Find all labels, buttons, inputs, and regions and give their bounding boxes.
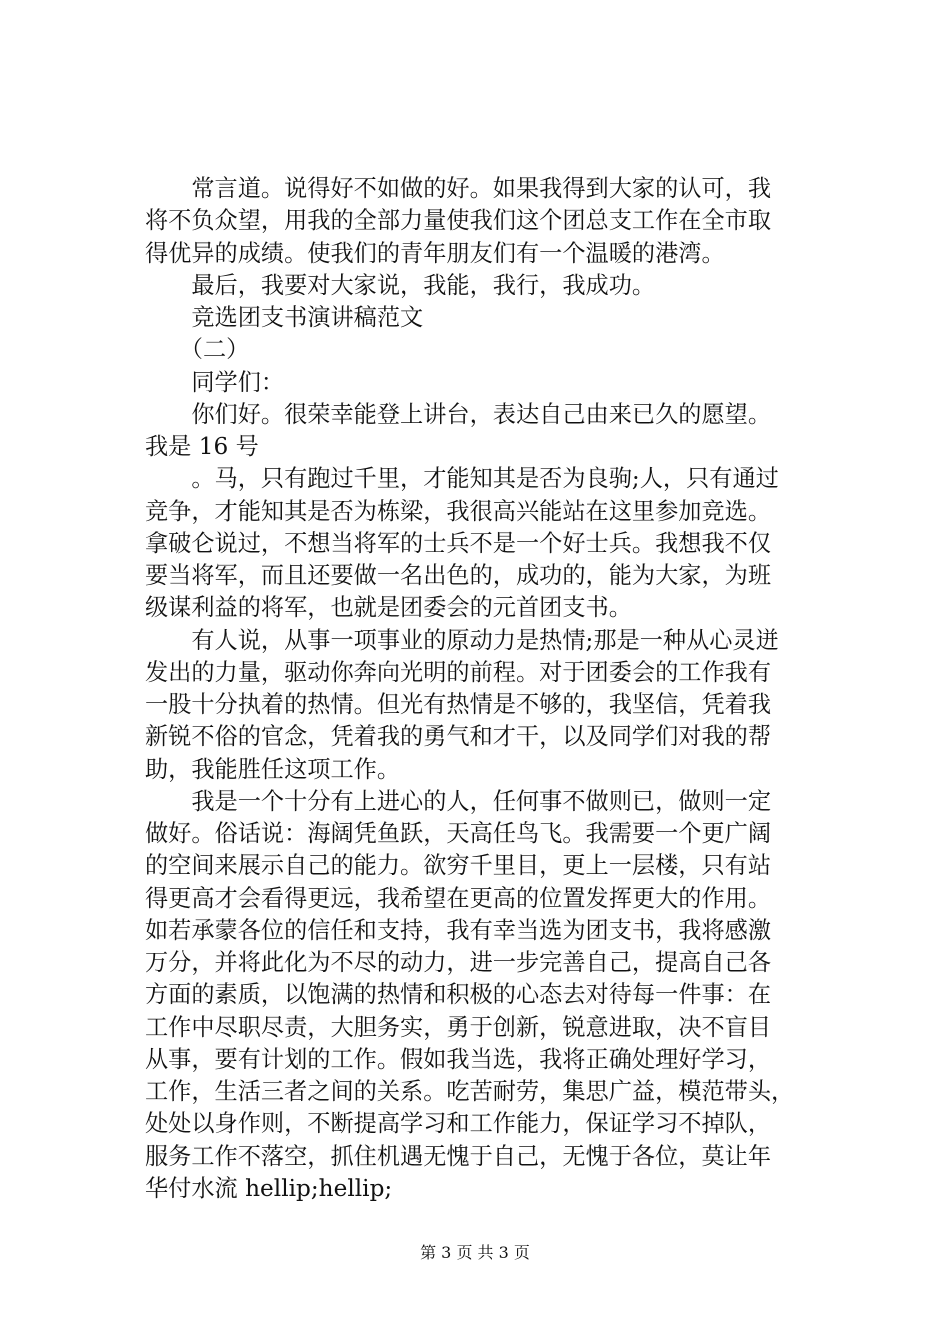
document-body: [145, 173, 845, 1205]
text-line: 得更高才会看得更远，我希望在更高的位置发挥更大的作用。: [145, 884, 772, 912]
page-number-label: 第 3 页 共 3 页: [420, 1243, 530, 1262]
text-line: 常言道。说得好不如做的好。如果我得到大家的认可，我: [145, 175, 772, 202]
text-line: 有人说，从事一项事业的原动力是热情;那是一种从心灵迸: [145, 626, 779, 654]
text-line: 华付水流 hellip;hellip;: [145, 1174, 393, 1202]
text-line: 得优异的成绩。使我们的青年朋友们有一个温暖的港湾。: [145, 239, 725, 267]
text-line: 拿破仑说过，不想当将军的士兵不是一个好士兵。我想我不仅: [145, 529, 772, 557]
text-line: 工作中尽职尽责，大胆务实，勇于创新，锐意进取，决不盲目: [145, 1013, 772, 1041]
page-footer: [0, 1243, 950, 1263]
text-line: 方面的素质，以饱满的热情和积极的心态去对待每一件事：在: [145, 981, 772, 1009]
text-line: 做好。俗话说：海阔凭鱼跃，天高任鸟飞。我需要一个更广阔: [145, 820, 772, 847]
text-line: 一股十分执着的热情。但光有热情是不够的，我坚信，凭着我: [145, 691, 772, 718]
section-number: （二）: [145, 336, 250, 364]
text-line: 的空间来展示自己的能力。欲穷千里目，更上一层楼，只有站: [145, 852, 772, 880]
section-heading: 竞选团支书演讲稿范文: [145, 304, 424, 331]
text-line: 最后，我要对大家说，我能，我行，我成功。: [145, 271, 656, 299]
text-line: 助，我能胜任这项工作。: [145, 755, 401, 783]
text-line: 要当将军，而且还要做一名出色的，成功的，能为大家，为班: [145, 562, 772, 589]
text-line: 。马，只有跑过千里，才能知其是否为良驹;人，只有通过: [145, 465, 779, 493]
text-line: 工作，生活三者之间的关系。吃苦耐劳，集思广益，模范带头，: [145, 1078, 795, 1105]
text-line: 服务工作不落空，抓住机遇无愧于自己，无愧于各位，莫让年: [145, 1142, 772, 1170]
text-line: 你们好。很荣幸能登上讲台，表达自己由来已久的愿望。: [145, 400, 772, 428]
text-line: 我是一个十分有上进心的人，任何事不做则已，做则一定: [145, 787, 772, 815]
text-line: 我是 16 号: [145, 433, 259, 460]
text-line: 竞争，才能知其是否为栋梁，我很高兴能站在这里参加竞选。: [145, 497, 772, 525]
text-line: 新锐不俗的官念，凭着我的勇气和才干，以及同学们对我的帮: [145, 723, 772, 751]
salutation: 同学们：: [145, 368, 285, 396]
text-line: 将不负众望，用我的全部力量使我们这个团总支工作在全市取: [145, 207, 772, 235]
text-line: 万分，并将此化为不尽的动力，进一步完善自己，提高自己各: [145, 949, 772, 976]
text-line: 发出的力量，驱动你奔向光明的前程。对于团委会的工作我有: [145, 658, 772, 686]
text-line: 级谋利益的将军，也就是团委会的元首团支书。: [145, 594, 632, 622]
text-line: 如若承蒙各位的信任和支持，我有幸当选为团支书，我将感激: [145, 916, 772, 944]
text-line: 从事，要有计划的工作。假如我当选，我将正确处理好学习，: [145, 1045, 772, 1073]
text-line: 处处以身作则，不断提高学习和工作能力，保证学习不掉队，: [145, 1110, 772, 1138]
